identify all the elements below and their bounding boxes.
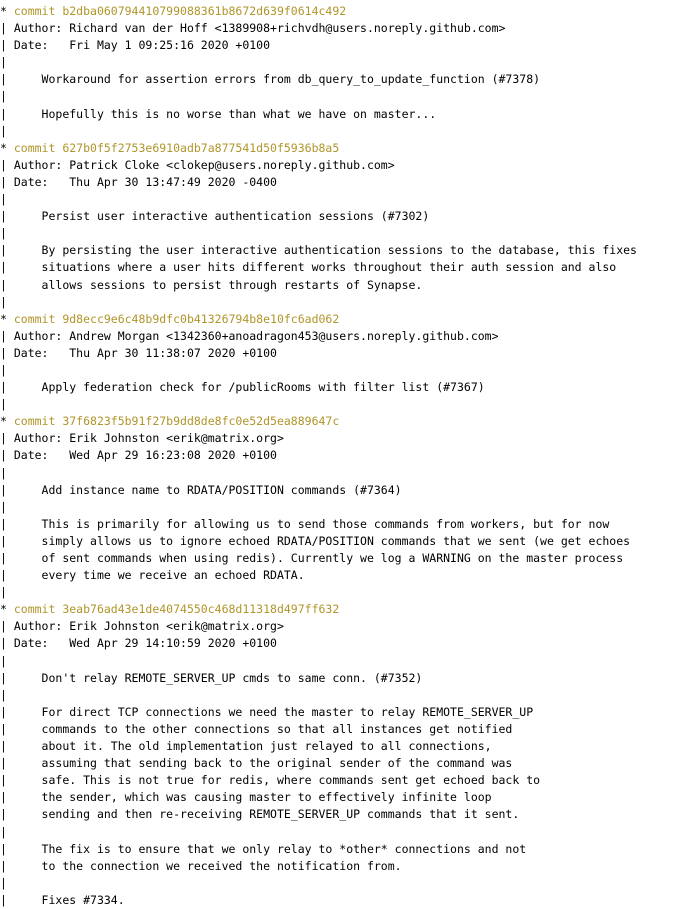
commit-message-text: assuming that sending back to the original sender of the command was	[13, 756, 513, 771]
commit-message-text: sending and then re-receiving REMOTE_SERVER_UP commands that it sent.	[13, 807, 520, 822]
graph-branch-line-icon: |	[0, 362, 14, 377]
blank-line	[0, 875, 692, 892]
graph-branch-line-icon: |	[0, 174, 14, 189]
commit-message-line	[0, 841, 692, 858]
commit-message-line	[0, 71, 692, 88]
commit-meta-text: Author: Erik Johnston <erik@matrix.org>	[13, 619, 284, 634]
commit-message-text: simply allows us to ignore echoed RDATA/POSITION commands that we sent (we get echoes	[13, 533, 631, 548]
commit-message-text: every time we receive an echoed RDATA.	[13, 568, 305, 583]
commit-line	[0, 413, 692, 430]
graph-commit-node-icon: *	[0, 4, 14, 18]
graph-branch-line-icon: |	[0, 704, 14, 719]
graph-branch-line-icon: |	[0, 482, 14, 497]
graph-branch-line-icon: |	[0, 636, 14, 651]
commit-hash-text: commit 9d8ecc9e6c48b9dfc0b41326794b8e10fc6ad062	[13, 311, 340, 326]
graph-branch-line-icon: |	[0, 585, 14, 600]
commit-message-text: The fix is to ensure that we only relay to *other* connections and not	[13, 841, 527, 856]
graph-branch-line-icon: |	[0, 328, 14, 343]
commit-message-line	[0, 259, 692, 276]
commit-message-line	[0, 738, 692, 755]
commit-hash-text: commit b2dba060794410799088361b8672d639f0614c492	[13, 4, 347, 18]
graph-branch-line-icon: |	[0, 38, 14, 53]
graph-branch-line-icon: |	[0, 72, 14, 87]
commit-meta-text: Date: Thu Apr 30 11:38:07 2020 +0100	[13, 345, 277, 360]
commit-message-text: the sender, which was causing master to effectively infinite loop	[13, 790, 492, 805]
graph-branch-line-icon: |	[0, 756, 14, 771]
commit-message-line	[0, 806, 692, 823]
graph-branch-line-icon: |	[0, 21, 14, 36]
blank-line	[0, 584, 692, 601]
commit-message-line	[0, 533, 692, 550]
graph-branch-line-icon: |	[0, 277, 14, 292]
commit-message-text: safe. This is not true for redis, where commands sent get echoed back to	[13, 773, 541, 788]
graph-branch-line-icon: |	[0, 721, 14, 736]
blank-line	[0, 225, 692, 242]
commit-message-line	[0, 242, 692, 259]
graph-branch-line-icon: |	[0, 875, 14, 890]
commit-meta-line	[0, 618, 692, 635]
commit-message-text: Fixes #7334.	[13, 892, 125, 907]
graph-branch-line-icon: |	[0, 226, 14, 241]
graph-branch-line-icon: |	[0, 209, 14, 224]
graph-branch-line-icon: |	[0, 431, 14, 446]
graph-branch-line-icon: |	[0, 397, 14, 412]
blank-line	[0, 54, 692, 71]
commit-meta-text: Author: Erik Johnston <erik@matrix.org>	[13, 431, 284, 446]
commit-meta-line	[0, 430, 692, 447]
commit-message-line	[0, 772, 692, 789]
graph-commit-node-icon: *	[0, 414, 14, 429]
commit-meta-text: Author: Andrew Morgan <1342360+anoadragon453@users.noreply.github.com>	[13, 328, 499, 343]
commit-message-line	[0, 482, 692, 499]
commit-message-line	[0, 277, 692, 294]
commit-meta-line	[0, 37, 692, 54]
commit-message-line	[0, 550, 692, 567]
blank-line	[0, 191, 692, 208]
graph-branch-line-icon: |	[0, 499, 14, 514]
graph-branch-line-icon: |	[0, 619, 14, 634]
graph-branch-line-icon: |	[0, 858, 14, 873]
graph-branch-line-icon: |	[0, 790, 14, 805]
blank-line	[0, 396, 692, 413]
commit-message-text: Workaround for assertion errors from db_query_to_update_function (#7378)	[13, 72, 541, 87]
commit-meta-line	[0, 20, 692, 37]
commit-message-line	[0, 516, 692, 533]
commit-message-line	[0, 106, 692, 123]
commit-meta-line	[0, 635, 692, 652]
blank-line	[0, 499, 692, 516]
blank-line	[0, 362, 692, 379]
graph-branch-line-icon: |	[0, 89, 14, 104]
commit-meta-text: Date: Fri May 1 09:25:16 2020 +0100	[13, 38, 271, 53]
commit-meta-text: Date: Wed Apr 29 14:10:59 2020 +0100	[13, 636, 277, 651]
graph-branch-line-icon: |	[0, 260, 14, 275]
commit-meta-line	[0, 157, 692, 174]
graph-branch-line-icon: |	[0, 106, 14, 121]
commit-message-line	[0, 892, 692, 909]
commit-message-line	[0, 704, 692, 721]
graph-commit-node-icon: *	[0, 311, 14, 326]
commit-message-line	[0, 755, 692, 772]
commit-message-text: of sent commands when using redis). Currently we log a WARNING on the master process	[13, 551, 624, 565]
commit-meta-text: Author: Richard van der Hoff <1389908+richvdh@users.noreply.github.com>	[13, 21, 506, 36]
commit-line	[0, 311, 692, 328]
graph-commit-node-icon: *	[0, 140, 14, 155]
commit-message-text: Add instance name to RDATA/POSITION commands (#7364)	[13, 482, 402, 497]
graph-branch-line-icon: |	[0, 345, 14, 360]
graph-branch-line-icon: |	[0, 192, 14, 207]
graph-branch-line-icon: |	[0, 807, 14, 822]
commit-message-line	[0, 567, 692, 584]
commit-meta-text: Date: Thu Apr 30 13:47:49 2020 -0400	[13, 174, 277, 189]
commit-meta-line	[0, 447, 692, 464]
graph-branch-line-icon: |	[0, 551, 14, 565]
commit-line	[0, 3, 692, 20]
graph-branch-line-icon: |	[0, 670, 14, 685]
commit-message-text: situations where a user hits different works throughout their auth session and also	[13, 260, 617, 275]
blank-line	[0, 123, 692, 140]
commit-meta-text: Date: Wed Apr 29 16:23:08 2020 +0100	[13, 448, 277, 463]
commit-message-text: allows sessions to persist through restarts of Synapse.	[13, 277, 423, 292]
commit-meta-line	[0, 174, 692, 191]
graph-branch-line-icon: |	[0, 243, 14, 258]
commit-message-text: to the connection we received the notification from.	[13, 858, 402, 873]
commit-message-text: Don't relay REMOTE_SERVER_UP cmds to same conn. (#7352)	[13, 670, 423, 685]
commit-message-text: Apply federation check for /publicRooms with filter list (#7367)	[13, 380, 485, 395]
commit-meta-line	[0, 345, 692, 362]
graph-branch-line-icon: |	[0, 568, 14, 583]
graph-branch-line-icon: |	[0, 294, 14, 309]
graph-commit-node-icon: *	[0, 602, 14, 617]
commit-meta-text: Author: Patrick Cloke <clokep@users.noreply.github.com>	[13, 157, 395, 172]
blank-line	[0, 88, 692, 105]
graph-branch-line-icon: |	[0, 157, 14, 172]
commit-line	[0, 601, 692, 618]
blank-line	[0, 653, 692, 670]
graph-branch-line-icon: |	[0, 448, 14, 463]
commit-message-text: Persist user interactive authentication sessions (#7302)	[13, 209, 430, 224]
blank-line	[0, 687, 692, 704]
commit-message-text: Hopefully this is no worse than what we have on master...	[13, 106, 437, 121]
graph-branch-line-icon: |	[0, 739, 14, 754]
graph-branch-line-icon: |	[0, 465, 14, 480]
graph-branch-line-icon: |	[0, 824, 14, 839]
graph-branch-line-icon: |	[0, 841, 14, 856]
commit-hash-text: commit 3eab76ad43e1de4074550c468d11318d497ff632	[13, 602, 340, 617]
commit-message-text: By persisting the user interactive authentication sessions to the database, this fixes	[13, 243, 637, 258]
commit-message-text: For direct TCP connections we need the master to relay REMOTE_SERVER_UP	[13, 704, 534, 719]
commit-message-line	[0, 721, 692, 738]
graph-branch-line-icon: |	[0, 123, 14, 138]
commit-meta-line	[0, 328, 692, 345]
blank-line	[0, 465, 692, 482]
blank-line	[0, 294, 692, 311]
graph-branch-line-icon: |	[0, 687, 14, 702]
graph-branch-line-icon: |	[0, 380, 14, 395]
commit-hash-text: commit 37f6823f5b91f27b9dd8de8fc0e52d5ea889647c	[13, 414, 340, 429]
commit-message-text: This is primarily for allowing us to send those commands from workers, but for now	[13, 516, 610, 531]
commit-message-text: commands to the other connections so that all instances get notified	[13, 721, 513, 736]
blank-line	[0, 824, 692, 841]
commit-hash-text: commit 627b0f5f2753e6910adb7a877541d50f5936b8a5	[13, 140, 340, 155]
graph-branch-line-icon: |	[0, 533, 14, 548]
graph-branch-line-icon: |	[0, 653, 14, 668]
graph-branch-line-icon: |	[0, 773, 14, 788]
commit-message-line	[0, 379, 692, 396]
graph-branch-line-icon: |	[0, 516, 14, 531]
commit-message-line	[0, 789, 692, 806]
commit-line	[0, 140, 692, 157]
graph-branch-line-icon: |	[0, 55, 14, 70]
commit-message-text: about it. The old implementation just relayed to all connections,	[13, 739, 492, 754]
commit-message-line	[0, 208, 692, 225]
commit-message-line	[0, 858, 692, 875]
graph-branch-line-icon: |	[0, 892, 14, 907]
commit-message-line	[0, 670, 692, 687]
